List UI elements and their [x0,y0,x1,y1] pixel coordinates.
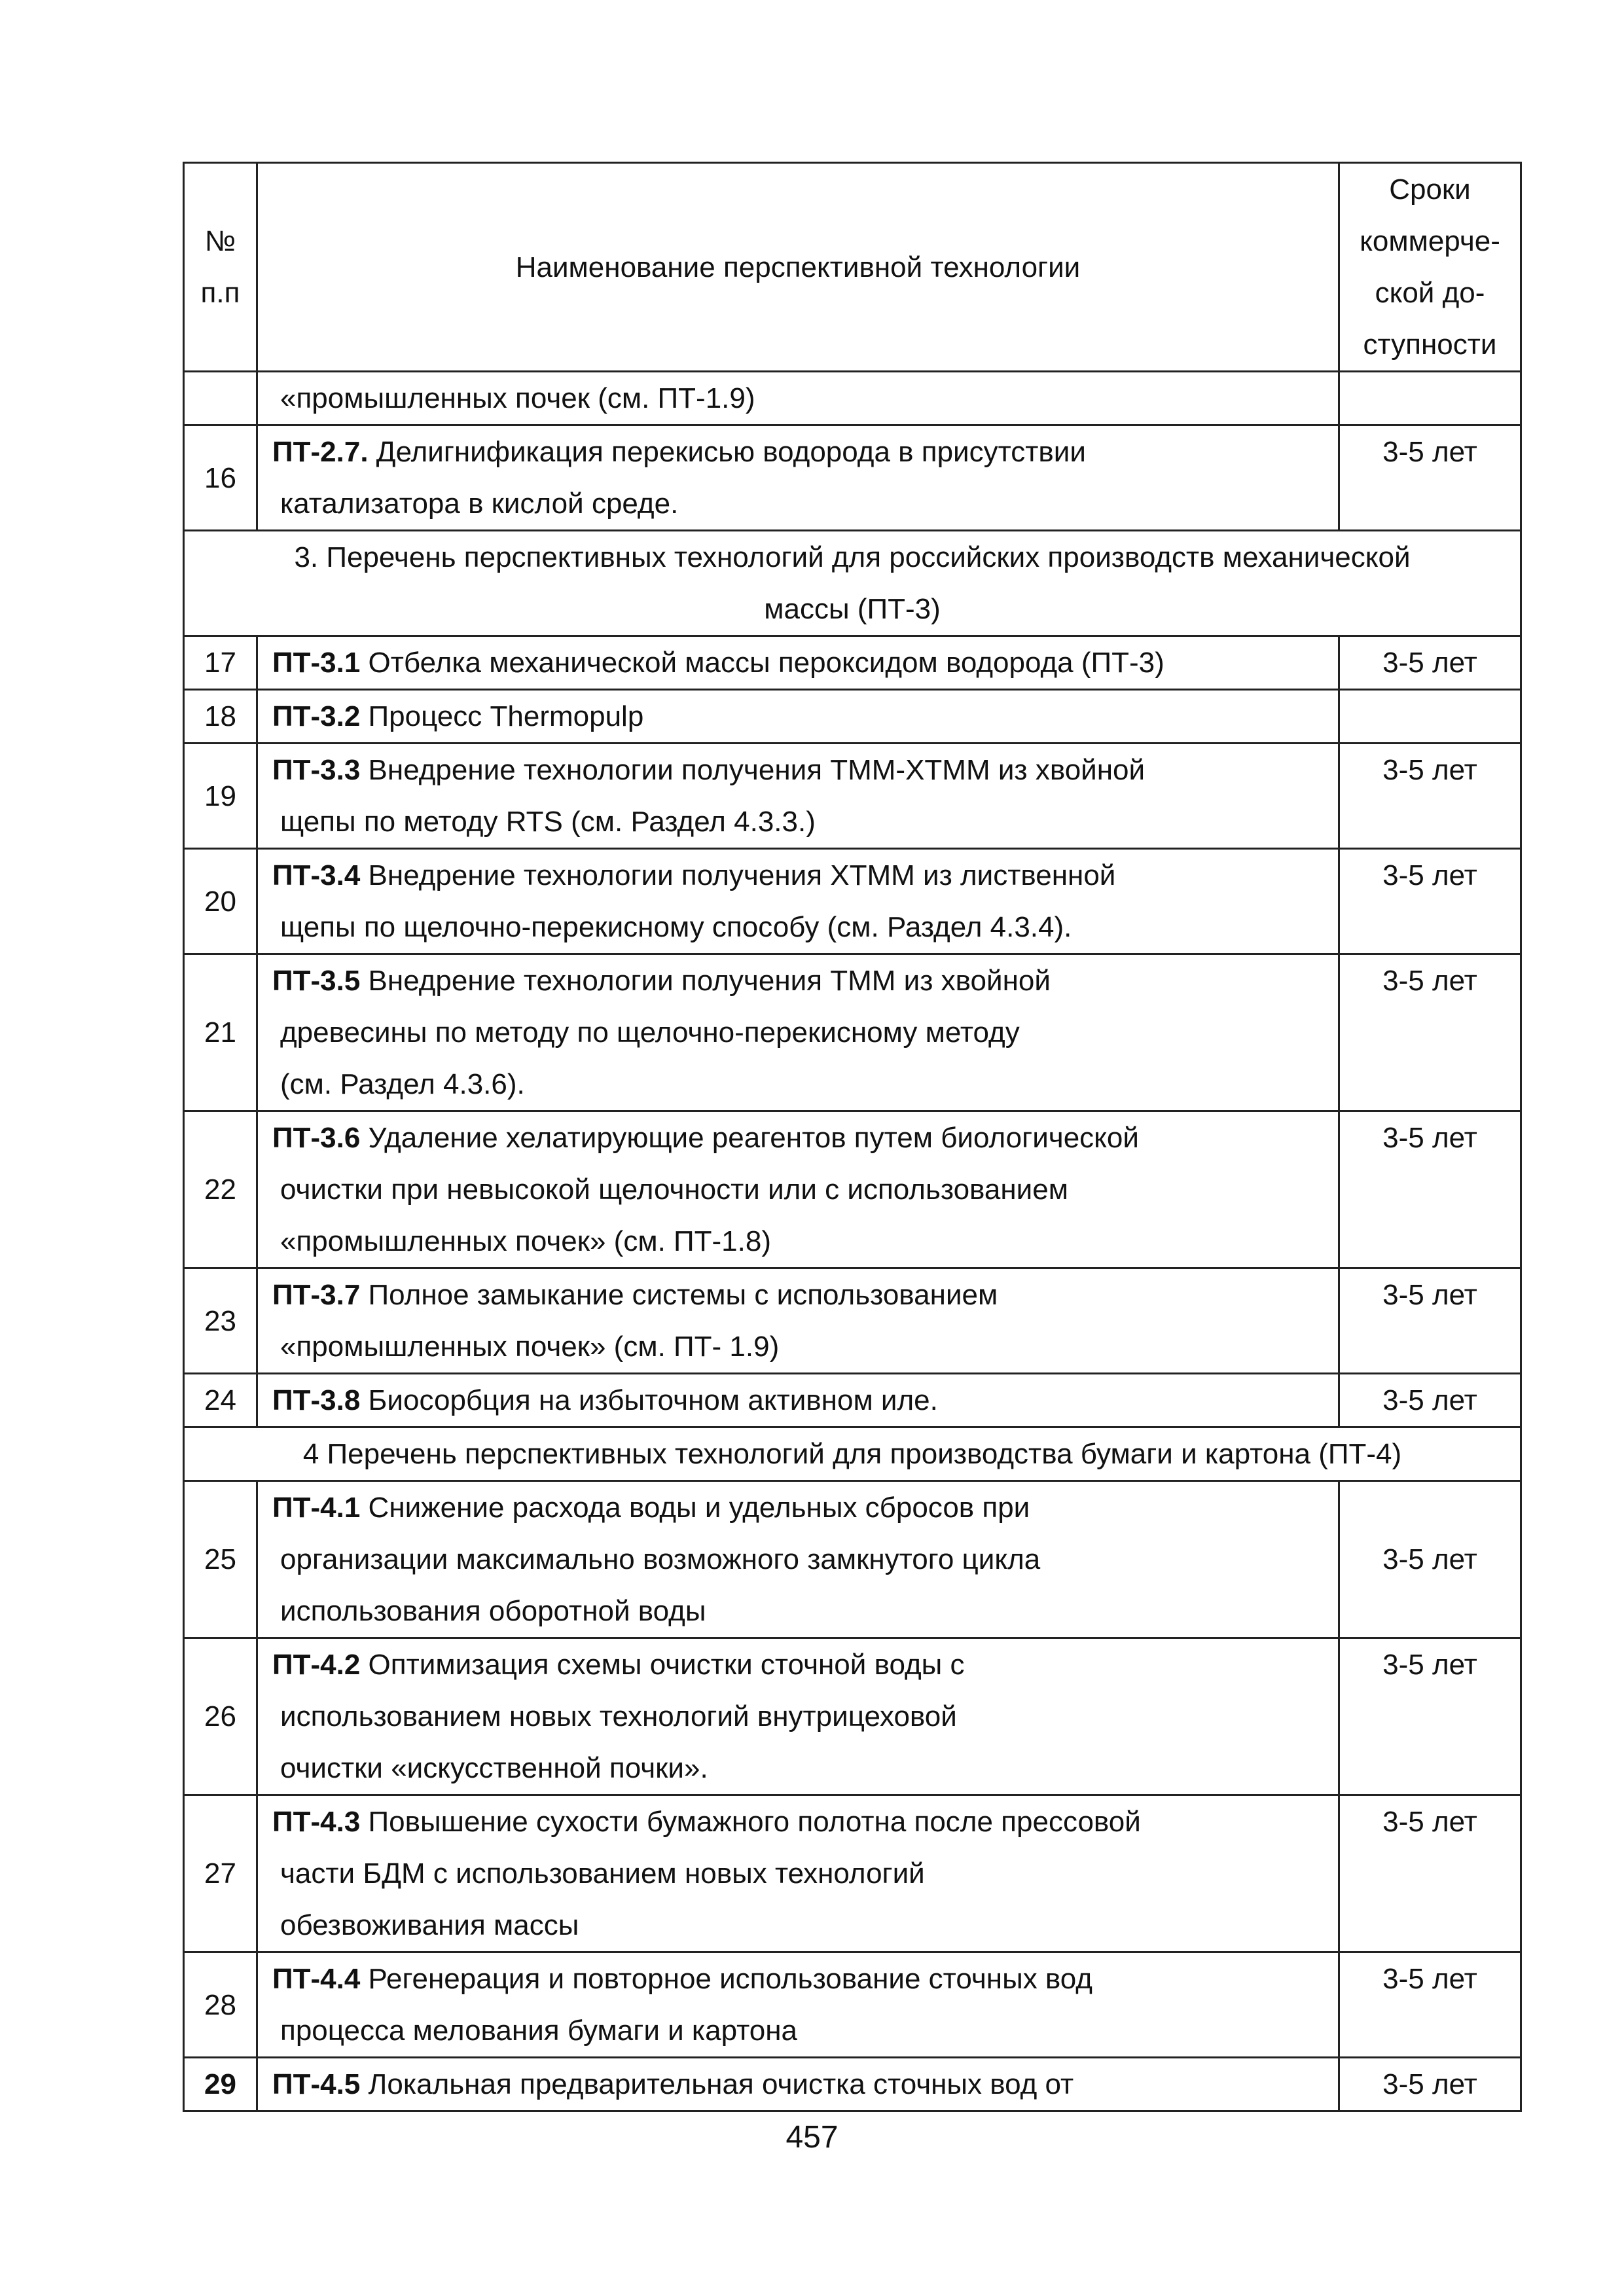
header-name: Наименование перспективной технологии [257,163,1339,372]
technology-name [257,1481,1339,1638]
row-number: 27 [184,1795,257,1952]
technology-name-line [272,1321,1331,1372]
technology-name-line [272,1639,1331,1691]
table-row [184,1481,1521,1638]
technology-text: очистки «искусственной почки». [280,1752,708,1784]
commercial-availability-term: 3-5 лет [1339,636,1521,690]
technology-text: щепы по методу RTS (см. Раздел 4.3.3.) [280,806,816,838]
technology-name-line [272,1691,1331,1742]
technology-text: щепы по щелочно-перекисному способу (см. Раздел 4.3.4). [280,911,1072,943]
table-body [184,372,1521,2111]
table-row [184,1268,1521,1374]
technology-name [257,372,1339,425]
technology-name-line [272,1796,1331,1848]
technology-name-line [272,1112,1331,1164]
row-number: 25 [184,1481,257,1638]
technology-code: ПТ-4.3 [272,1806,361,1838]
technology-name-line [272,2005,1331,2056]
technology-text: Процесс Thermopulp [360,700,644,732]
technology-code: ПТ-4.2 [272,1649,361,1681]
header-term-line: ской до- [1375,277,1485,309]
technology-name-line [272,850,1331,901]
table-row [184,954,1521,1111]
technology-name-line [272,372,1331,424]
technology-name-line [272,691,1331,742]
row-number [184,372,257,425]
technology-text: Регенерация и повторное использование сточных вод [360,1963,1092,1995]
technology-name-line [272,744,1331,796]
technology-name-line [272,426,1331,478]
technology-text: части БДМ с использованием новых технологий [280,1857,925,1890]
technology-name-line [272,1482,1331,1534]
technology-name-line [272,478,1331,529]
technology-code: ПТ-4.1 [272,1492,361,1524]
technology-text: Делигнификация перекисью водорода в присутствии [368,436,1086,468]
technology-text: Отбелка механической массы пероксидом водорода (ПТ-3) [360,647,1164,679]
row-number: 17 [184,636,257,690]
commercial-availability-term: 3-5 лет [1339,1374,1521,1427]
technology-code: ПТ-2.7. [272,436,369,468]
technology-name-line [272,1007,1331,1058]
commercial-availability-term: 3-5 лет [1339,1795,1521,1952]
row-number: 19 [184,744,257,849]
row-number: 23 [184,1268,257,1374]
technology-text: Биосорбция на избыточном активном иле. [360,1384,938,1416]
commercial-availability-term: 3-5 лет [1339,849,1521,954]
table-header [184,163,1521,372]
commercial-availability-term: 3-5 лет [1339,954,1521,1111]
header-number-line: п.п [200,277,240,309]
row-number: 26 [184,1638,257,1795]
technology-name [257,1638,1339,1795]
table-row [184,1795,1521,1952]
technology-text: Снижение расхода воды и удельных сбросов при [360,1492,1030,1524]
technology-code: ПТ-3.4 [272,859,361,891]
technology-code: ПТ-4.5 [272,2068,361,2100]
technology-name-line [272,637,1331,689]
technology-name-line [272,955,1331,1007]
technology-name [257,849,1339,954]
commercial-availability-term: 3-5 лет [1339,1268,1521,1374]
header-term-line: ступности [1363,329,1497,361]
technology-name-line [272,1269,1331,1321]
commercial-availability-term: 3-5 лет [1339,1638,1521,1795]
row-number: 22 [184,1111,257,1268]
technology-code: ПТ-3.3 [272,754,361,786]
technology-code: ПТ-3.1 [272,647,361,679]
table-row [184,690,1521,744]
technology-text: Оптимизация схемы очистки сточной воды с [360,1649,965,1681]
technology-name-line [272,796,1331,848]
technology-name [257,1268,1339,1374]
commercial-availability-term: 3-5 лет [1339,425,1521,531]
technology-name [257,636,1339,690]
technology-name-line [272,1899,1331,1951]
technology-text: «промышленных почек» (см. ПТ-1.8) [280,1225,771,1257]
technology-code: ПТ-3.5 [272,965,361,997]
commercial-availability-term: 3-5 лет [1339,2058,1521,2111]
technology-name-line [272,1953,1331,2005]
technology-text: Удаление хелатирующие реагентов путем биологической [360,1122,1139,1154]
row-number: 18 [184,690,257,744]
technology-name-line [272,1058,1331,1110]
section-row [184,531,1521,636]
technology-code: ПТ-3.7 [272,1279,361,1311]
technology-name-line [272,1215,1331,1267]
table-row [184,1638,1521,1795]
commercial-availability-term [1339,690,1521,744]
section-title-line: 4 Перечень перспективных технологий для производства бумаги и картона (ПТ-4) [302,1438,1402,1470]
table-row [184,1374,1521,1427]
header-number-line: № [204,225,236,257]
technology-name-line [272,1848,1331,1899]
technology-name [257,954,1339,1111]
table-row [184,372,1521,425]
technology-name-line [272,901,1331,953]
row-number: 24 [184,1374,257,1427]
row-number: 21 [184,954,257,1111]
commercial-availability-term [1339,372,1521,425]
table-row [184,425,1521,531]
technology-name [257,2058,1339,2111]
technology-name-line [272,1534,1331,1585]
technology-text: Внедрение технологии получения ХТММ из лиственной [360,859,1116,891]
row-number: 29 [184,2058,257,2111]
technologies-table [183,162,1522,2112]
technology-text: Повышение сухости бумажного полотна после прессовой [360,1806,1141,1838]
technology-text: использования оборотной воды [280,1595,706,1627]
technology-text: использованием новых технологий внутрицеховой [280,1700,957,1732]
table-row [184,1111,1521,1268]
page-number: 457 [785,2120,839,2155]
technology-text: древесины по методу по щелочно-перекисному методу [280,1016,1020,1049]
technology-text: (см. Раздел 4.3.6). [280,1068,525,1100]
technology-name [257,1111,1339,1268]
technology-text: Локальная предварительная очистка сточных вод от [360,2068,1074,2100]
technology-text: Полное замыкание системы с использованием [360,1279,998,1311]
header-term [1339,163,1521,372]
section-title-line: 3. Перечень перспективных технологий для российских производств механической [294,541,1411,573]
header-number [184,163,257,372]
row-number: 20 [184,849,257,954]
header-term-line: коммерче- [1360,225,1500,257]
technology-name [257,690,1339,744]
table-row [184,849,1521,954]
technology-text: Внедрение технологии получения ТММ-ХТММ из хвойной [360,754,1146,786]
technology-text: катализатора в кислой среде. [280,488,679,520]
commercial-availability-term: 3-5 лет [1339,1111,1521,1268]
technology-name [257,1374,1339,1427]
technology-code: ПТ-3.8 [272,1384,361,1416]
technology-name-line [272,1585,1331,1637]
technology-text: «промышленных почек» (см. ПТ- 1.9) [280,1331,780,1363]
section-row [184,1427,1521,1481]
commercial-availability-term: 3-5 лет [1339,744,1521,849]
technology-text: процесса мелования бумаги и картона [280,2015,798,2047]
row-number: 28 [184,1952,257,2058]
section-title [184,531,1521,636]
technology-text: «промышленных почек (см. ПТ-1.9) [280,382,755,414]
row-number: 16 [184,425,257,531]
technology-name [257,425,1339,531]
table-row [184,2058,1521,2111]
technology-name [257,1795,1339,1952]
commercial-availability-term: 3-5 лет [1339,1952,1521,2058]
technology-name [257,744,1339,849]
technology-text: обезвоживания массы [280,1909,579,1941]
technology-text: очистки при невысокой щелочности или с использованием [280,1174,1068,1206]
technology-text: Внедрение технологии получения ТММ из хвойной [360,965,1051,997]
header-term-line: Сроки [1389,173,1471,206]
technology-code: ПТ-3.6 [272,1122,361,1154]
technology-name-line [272,2058,1331,2110]
technology-name [257,1952,1339,2058]
commercial-availability-term: 3-5 лет [1339,1481,1521,1638]
technology-name-line [272,1742,1331,1794]
table-row [184,636,1521,690]
technology-name-line [272,1374,1331,1426]
section-title [184,1427,1521,1481]
table-row [184,1952,1521,2058]
section-title-line: массы (ПТ-3) [764,593,941,625]
technology-text: организации максимально возможного замкнутого цикла [280,1543,1041,1575]
table-row [184,744,1521,849]
technology-code: ПТ-3.2 [272,700,361,732]
technology-code: ПТ-4.4 [272,1963,361,1995]
technology-name-line [272,1164,1331,1215]
